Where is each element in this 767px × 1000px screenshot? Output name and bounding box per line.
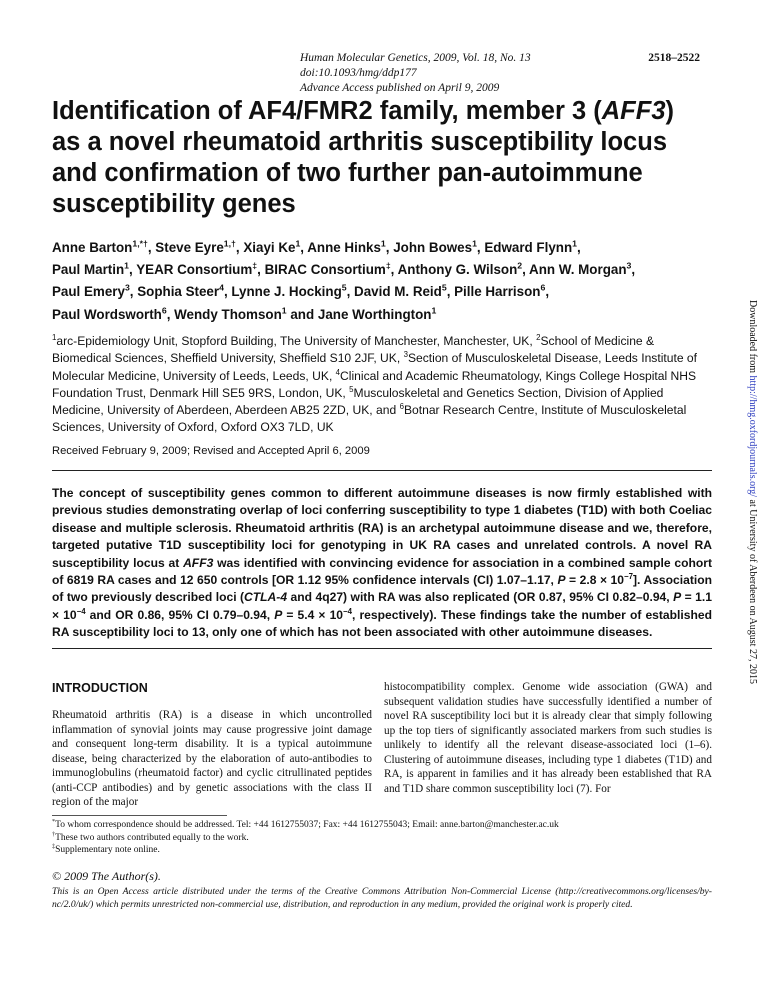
journal-link[interactable]: http://hmg.oxfordjournals.org/ — [747, 375, 758, 498]
text-segment: , — [545, 284, 550, 300]
superscript: 5 — [349, 384, 354, 394]
affiliations — [52, 333, 712, 437]
text-segment: and confirmation of two further pan-autoimmune — [52, 159, 643, 187]
text-segment: P — [557, 573, 566, 588]
footnote-supplementary: Supplementary note online. — [55, 845, 160, 855]
text-segment: , Sophia Steer — [129, 284, 220, 300]
text-segment: School of Medicine & Biomedical Sciences, Sheffield University, Sheffield S10 2JF, UK, — [52, 334, 655, 366]
footnote-equal: These two authors contributed equally to the work. — [55, 832, 249, 843]
text-line — [52, 304, 712, 326]
superscript: 4 — [335, 367, 341, 377]
text-segment: was identified with convincing evidence for association in a combined sample cohort of 6819 RA cases and 12 650 controls [OR 1.12 95% confidence intervals (CI) 1.07–1.17, — [52, 555, 712, 588]
footnotes — [52, 819, 712, 857]
superscript: 1 — [472, 238, 477, 249]
watermark-text: at University of Aberdeen on August 27, 2015 — [747, 497, 758, 684]
text-segment: Identification of AF4/FMR2 family, member 3 ( — [52, 97, 602, 125]
text-segment: CTLA-4 — [244, 590, 288, 605]
superscript: ‡ — [252, 260, 258, 271]
paper-title — [52, 96, 712, 220]
text-segment: Anne Barton — [52, 240, 133, 255]
text-segment: , respectively). These findings take the number of established RA susceptibility loci to 13, only one of which has not been associated with other autoimmune diseases. — [52, 607, 712, 640]
text-segment: and Jane Worthington — [286, 306, 432, 322]
superscript: −7 — [624, 572, 633, 581]
superscript: 1 — [124, 260, 130, 271]
divider — [52, 470, 712, 471]
superscript: 1 — [431, 305, 437, 316]
text-segment: , David M. Reid — [346, 284, 442, 300]
text-segment: Musculoskeletal and Genetics Section, Division of Applied Medicine, University of Aberdeen, Aberdeen AB25 2ZD, UK, and — [52, 385, 664, 418]
text-segment: as a novel rheumatoid arthritis susceptibility locus — [52, 128, 668, 156]
text-segment: = 2.8 × 10 — [565, 573, 625, 588]
superscript: 5 — [341, 282, 347, 293]
text-segment: , — [576, 240, 581, 255]
text-segment: = 5.4 × 10 — [282, 607, 344, 622]
superscript: 2 — [517, 260, 523, 271]
text-segment: AFF3 — [601, 97, 666, 125]
body-column-left: Rheumatoid arthritis (RA) is a disease in which uncontrolled inflammation of synovial joints may cause progressive joint damage and consequent long-term disability. It is a typical autoimmune disease, being characterized by the elaboration of auto-antibodies to immunoglobulins (rheumatoid factor) and cyclic citrullinated peptides (anti-CCP antibodies) and by genetic associations with the class II region of the major — [52, 709, 372, 808]
superscript: 3 — [403, 350, 408, 360]
superscript: ‡ — [385, 260, 391, 271]
superscript: −4 — [76, 606, 86, 616]
text-segment: P — [673, 590, 682, 605]
text-segment: , BIRAC Consortium — [257, 262, 386, 278]
superscript: 1 — [281, 305, 287, 316]
superscript: 4 — [219, 282, 224, 293]
received-date: Received February 9, 2009; Revised and Accepted April 6, 2009 — [52, 445, 370, 457]
footnote-correspondence: To whom correspondence should be addressed. Tel: +44 1612755037; Fax: +44 1612755043; Email: anne.barton@manchester.ac.uk — [55, 820, 559, 830]
watermark-text: Downloaded from — [747, 300, 758, 376]
superscript: −4 — [343, 606, 352, 616]
text-segment: , John Bowes — [385, 240, 473, 255]
text-segment: ) — [665, 97, 674, 125]
footnote-mark: ‡ — [52, 843, 56, 850]
text-segment: , Wendy Thomson — [166, 306, 282, 322]
footnote-mark: † — [52, 831, 56, 838]
text-line — [52, 281, 712, 303]
text-segment: ]. Association of two previously described loci ( — [52, 573, 712, 605]
text-segment: Paul Martin — [52, 262, 125, 278]
advance-access: Advance Access published on April 9, 2009 — [300, 82, 500, 94]
license-text: This is an Open Access article distributed under the terms of the Creative Commons Attribution Non-Commercial License (http://creativecommons.org/licenses/by-nc/2.0/uk/) which permits unrestricted non-commercial use, distribution, and reproduction in any medium, provided the original work is properly cited. — [52, 886, 712, 910]
section-heading: INTRODUCTION — [52, 681, 148, 695]
footnote-mark: * — [52, 818, 56, 825]
text-line — [52, 96, 712, 127]
superscript: 6 — [161, 305, 167, 316]
journal-header — [300, 51, 700, 96]
text-segment: , Edward Flynn — [476, 240, 573, 255]
text-segment: Paul Emery — [52, 284, 125, 300]
superscript: 6 — [399, 402, 404, 412]
superscript: 1,† — [223, 238, 236, 249]
text-segment: Paul Wordsworth — [52, 306, 162, 322]
text-segment: Botnar Research Centre, Institute of Musculoskeletal Sciences, University of Oxford, Oxford OX3 7LD, UK — [52, 403, 687, 435]
text-segment: , Pille Harrison — [446, 284, 541, 300]
text-line — [52, 158, 712, 189]
text-segment: , YEAR Consortium — [129, 262, 253, 278]
footnote-divider — [52, 815, 227, 816]
text-line — [52, 189, 712, 220]
abstract — [52, 485, 712, 642]
divider — [52, 648, 712, 649]
journal-citation: Human Molecular Genetics, 2009, Vol. 18, No. 13 — [300, 52, 531, 64]
text-segment: , Anne Hinks — [300, 240, 381, 255]
text-segment: arc-Epidemiology Unit, Stopford Building, The University of Manchester, Manchester, UK, — [56, 334, 537, 348]
superscript: 1 — [380, 238, 386, 249]
superscript: 3 — [124, 282, 130, 293]
text-segment: , — [631, 262, 636, 278]
text-segment: Clinical and Academic Rheumatology, Kings College Hospital NHS Foundation Trust, Denmark Hill SE5 9RS, London, UK, — [52, 368, 697, 400]
text-segment: , Ann W. Morgan — [522, 262, 627, 278]
text-line — [52, 127, 712, 158]
text-segment: susceptibility genes — [52, 190, 296, 218]
text-segment: P — [274, 607, 283, 622]
text-segment: Section of Musculoskeletal Disease, Leeds Institute of Molecular Medicine, University of Leeds, Leeds, UK, — [52, 351, 698, 383]
page-range: 2518–2522 — [648, 52, 700, 64]
doi: doi:10.1093/hmg/ddp177 — [300, 67, 417, 79]
superscript: 1,*† — [132, 238, 148, 249]
superscript: 2 — [536, 332, 541, 342]
superscript: 3 — [626, 260, 632, 271]
author-list — [52, 237, 712, 326]
superscript: 5 — [441, 282, 447, 293]
text-segment: and 4q27) with RA was also replicated (OR 0.87, 95% CI 0.82–0.94, — [287, 590, 674, 605]
superscript: 1 — [572, 238, 577, 249]
superscript: 6 — [540, 282, 546, 293]
text-segment: AFF3 — [183, 555, 214, 570]
superscript: 1 — [295, 238, 301, 249]
text-segment: and OR 0.86, 95% CI 0.79–0.94, — [85, 607, 275, 622]
text-line — [52, 237, 712, 259]
superscript: 1 — [52, 332, 57, 342]
download-watermark — [744, 300, 758, 700]
text-segment: , Anthony G. Wilson — [390, 262, 518, 278]
text-segment: = 1.1 × 10 — [52, 590, 712, 622]
text-segment: , Steve Eyre — [147, 240, 224, 255]
body-column-right: histocompatibility complex. Genome wide association (GWA) and subsequent validation studies have successfully identified a number of novel RA susceptibility loci but it is already clear that simply following up the top tiers of significantly associated markers from such studies is unlikely to identify all the relevant disease-associated loci (1–6). Clustering of autoimmune diseases, including type 1 diabetes (T1D) and RA, is apparent in families and it has already been established that RA and T1D share common susceptibility loci (7). For — [384, 681, 712, 795]
text-segment: , Xiayi Ke — [235, 240, 296, 255]
copyright: © 2009 The Author(s). — [52, 869, 161, 883]
text-segment: The concept of susceptibility genes common to different autoimmune diseases is now firmly established with previous studies demonstrating overlap of loci conferring susceptibility to type 1 diabetes (T1D) with both Coeliac disease and multiple sclerosis. Rheumatoid arthritis (RA) is an archetypal autoimmune disease and we, therefore, targeted putative T1D susceptibility loci for genotyping in UK RA cases and unrelated controls. A novel RA susceptibility locus at — [52, 486, 712, 570]
text-segment: , Lynne J. Hocking — [223, 284, 342, 300]
text-line — [52, 259, 712, 281]
